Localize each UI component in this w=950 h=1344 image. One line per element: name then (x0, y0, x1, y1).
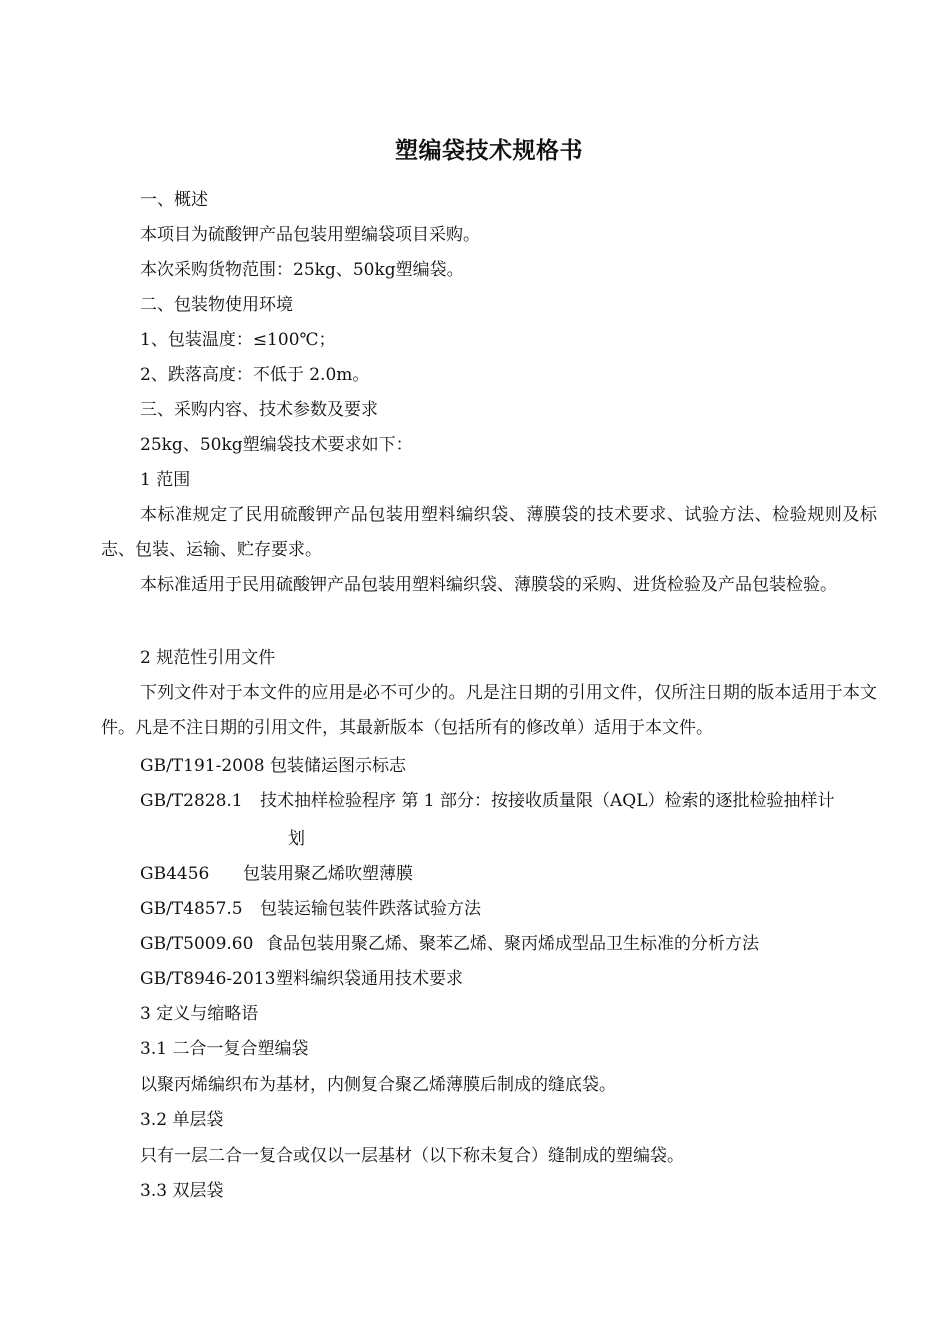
paragraph-project: 本项目为硫酸钾产品包装用塑编袋项目采购。 (140, 225, 480, 245)
paragraph-standard-scope: 本标准规定了民用硫酸钾产品包装用塑料编织袋、薄膜袋的技术要求、试验方法、检验规则及标志、包装、运输、贮存要求。 (101, 505, 877, 560)
reference-title: 食品包装用聚乙烯、聚苯乙烯、聚丙烯成型品卫生标准的分析方法 (266, 934, 759, 954)
paragraph-drop-height: 2、跌落高度：不低于 2.0m。 (140, 365, 370, 385)
reference-title: 包装储运图示标志 (270, 756, 406, 776)
section-heading-environment: 二、包装物使用环境 (140, 295, 293, 315)
paragraph-requirements-intro: 25kg、50kg塑编袋技术要求如下： (140, 435, 413, 455)
heading-definition-3-3: 3.3 双层袋 (140, 1181, 224, 1201)
section-heading-requirements: 三、采购内容、技术参数及要求 (140, 400, 378, 420)
section-heading-overview: 一、概述 (140, 190, 208, 210)
reference-item (140, 897, 481, 921)
reference-item (140, 754, 406, 778)
paragraph-references-intro: 下列文件对于本文件的应用是必不可少的。凡是注日期的引用文件，仅所注日期的版本适用于本文件。凡是不注日期的引用文件，其最新版本（包括所有的修改单）适用于本文件。 (101, 683, 877, 738)
reference-item (140, 862, 413, 886)
paragraph-definition-3-1: 以聚丙烯编织布为基材，内侧复合聚乙烯薄膜后制成的缝底袋。 (140, 1075, 616, 1095)
reference-code: GB/T8946-2013 (140, 969, 276, 989)
document-title: 塑编袋技术规格书 (395, 137, 583, 164)
reference-code: GB/T4857.5 (140, 899, 243, 919)
reference-title: 塑料编织袋通用技术要求 (276, 969, 463, 989)
reference-item (140, 789, 835, 813)
paragraph-temperature: 1、包装温度：≤100℃； (140, 330, 336, 350)
paragraph-standard-applicability: 本标准适用于民用硫酸钾产品包装用塑料编织袋、薄膜袋的采购、进货检验及产品包装检验。 (140, 575, 837, 595)
reference-title: 包装运输包装件跌落试验方法 (260, 899, 481, 919)
heading-definition-3-2: 3.2 单层袋 (140, 1110, 224, 1130)
heading-normative-references: 2 规范性引用文件 (140, 648, 276, 668)
reference-title-continuation: 划 (288, 829, 305, 849)
paragraph-scope-goods: 本次采购货物范围：25kg、50kg塑编袋。 (140, 260, 464, 280)
heading-definition-3-1: 3.1 二合一复合塑编袋 (140, 1039, 309, 1059)
reference-item (140, 967, 463, 991)
reference-code: GB/T191-2008 (140, 756, 265, 776)
reference-code: GB/T2828.1 (140, 791, 243, 811)
reference-title: 技术抽样检验程序 第 1 部分：按接收质量限（AQL）检索的逐批检验抽样计 (260, 791, 835, 811)
reference-code: GB4456 (140, 864, 210, 884)
heading-definitions: 3 定义与缩略语 (140, 1004, 259, 1024)
paragraph-definition-3-2: 只有一层二合一复合或仅以一层基材（以下称未复合）缝制成的塑编袋。 (140, 1146, 684, 1166)
reference-title: 包装用聚乙烯吹塑薄膜 (243, 864, 413, 884)
reference-code: GB/T5009.60 (140, 934, 254, 954)
reference-item (140, 932, 759, 956)
heading-scope: 1 范围 (140, 470, 191, 490)
